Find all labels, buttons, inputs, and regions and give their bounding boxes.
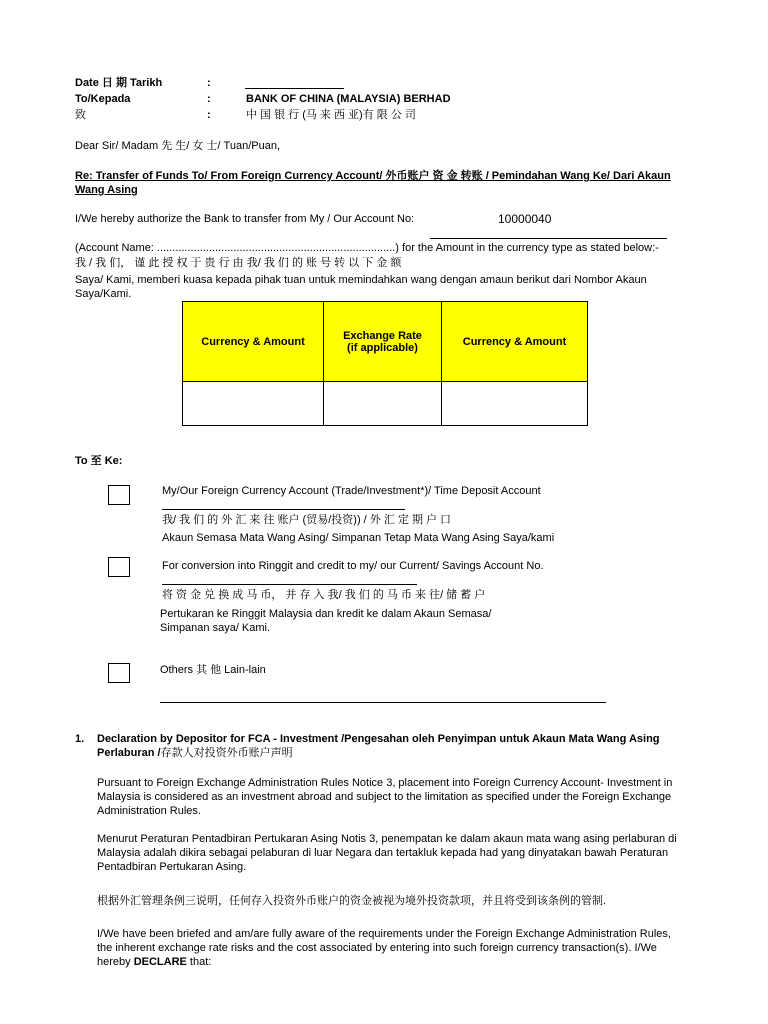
- to-colon: :: [207, 93, 211, 105]
- authorize-ms-line-2: Saya/Kami.: [75, 288, 132, 300]
- option1-en: My/Our Foreign Currency Account (Trade/Investment*)/ Time Deposit Account: [162, 485, 541, 497]
- option2-line: [162, 584, 417, 585]
- declare-post: that:: [186, 956, 212, 968]
- option2-ms-line-2: Simpanan saya/ Kami.: [160, 622, 271, 634]
- option1-line: [162, 509, 405, 510]
- declaration-final-line-3: [97, 955, 211, 969]
- declaration-final-line-2: the inherent exchange rate risks and the cost associated by entering into such foreign currency transaction(s). I/We: [97, 942, 657, 954]
- option2-zh: 将 资 金 兑 换 成 马 币， 并 存 入 我/ 我 们 的 马 币 来 往/ 储 蓄 户: [162, 589, 486, 601]
- declaration-title-line-1: Declaration by Depositor for FCA - Investment /Pengesahan oleh Penyimpan untuk Akaun Mata Wang Asing: [97, 733, 660, 745]
- salutation: Dear Sir/ Madam 先 生/ 女 士/ Tuan/Puan,: [75, 140, 280, 152]
- declaration-para-ms: Menurut Peraturan Pentadbiran Pertukaran Asing Notis 3, penempatan ke dalam akaun mata wang asing perlaburan di Malaysia adalah dikira sebagai pelaburan di luar Negara dan tertakluk kepada had yang dinyatakan bawah Peraturan Pentadbiran Pertukaran Asing.: [97, 833, 677, 873]
- others-field-line[interactable]: [160, 702, 606, 703]
- option2-ms-line-1: Pertukaran ke Ringgit Malaysia dan kredit ke dalam Akaun Semasa/: [160, 608, 492, 620]
- cell-exchange-rate[interactable]: [324, 382, 442, 426]
- option1-checkbox[interactable]: [108, 485, 130, 505]
- option2-checkbox[interactable]: [108, 557, 130, 577]
- bank-name-en: BANK OF CHINA (MALAYSIA) BERHAD: [246, 93, 451, 105]
- date-label: Date 日 期 Tarikh: [75, 77, 163, 89]
- date-field-line[interactable]: [245, 88, 344, 89]
- declaration-title-line-2: [97, 746, 293, 760]
- exchange-rate-label: Exchange Rate: [343, 329, 422, 342]
- cell-currency-amount-1[interactable]: [183, 382, 324, 426]
- declaration-final-line-1: I/We have been briefed and am/are fully aware of the requirements under the Foreign Exchange Administration Rules,: [97, 928, 671, 940]
- declare-pre: hereby: [97, 956, 134, 968]
- col-exchange-rate: [324, 302, 442, 382]
- to-section-label: To 至 Ke:: [75, 455, 123, 467]
- date-colon: :: [207, 77, 211, 89]
- option1-ms: Akaun Semasa Mata Wang Asing/ Simpanan Tetap Mata Wang Asing Saya/kami: [162, 532, 555, 544]
- option2-en: For conversion into Ringgit and credit to my/ our Current/ Savings Account No.: [162, 560, 544, 572]
- option3-checkbox[interactable]: [108, 663, 130, 683]
- to-label: To/Kepada: [75, 93, 131, 105]
- declare-bold: DECLARE: [133, 956, 187, 968]
- col-currency-amount-2: Currency & Amount: [442, 302, 588, 382]
- zhi-label: 致: [75, 109, 86, 121]
- account-number: 10000040: [498, 212, 552, 226]
- declaration-title-zh: 存款人对投资外币账户声明: [160, 747, 293, 759]
- declaration-title-bold: Perlaburan /: [97, 747, 161, 759]
- zhi-colon: :: [207, 109, 211, 121]
- option3-en: Others 其 他 Lain-lain: [160, 664, 266, 676]
- authorize-zh: 我 / 我 们， 谨 此 授 权 于 贵 行 由 我/ 我 们 的 账 号 转 以 下 金 额: [75, 257, 402, 269]
- declaration-number: 1.: [75, 733, 85, 745]
- exchange-rate-note: (if applicable): [347, 341, 418, 354]
- col-currency-amount-1: Currency & Amount: [183, 302, 324, 382]
- currency-table: [182, 301, 588, 426]
- subject-line-2: Wang Asing: [75, 184, 138, 196]
- cell-currency-amount-2[interactable]: [442, 382, 588, 426]
- bank-name-zh: 中 国 银 行 (马 来 西 亚)有 限 公 司: [246, 109, 416, 121]
- declaration-para-zh: 根据外汇管理条例三说明，任何存入投资外币账户的资金被视为境外投资款项，并且将受到该条例的管制.: [97, 895, 607, 907]
- authorize-text: I/We hereby authorize the Bank to transfer from My / Our Account No:: [75, 213, 415, 225]
- option1-zh: 我/ 我 们 的 外 汇 来 往 账户 (贸易/投资)) / 外 汇 定 期 户 口: [162, 514, 452, 526]
- authorize-ms-line-1: Saya/ Kami, memberi kuasa kepada pihak tuan untuk memindahkan wang dengan amaun berikut dari Nombor Akaun: [75, 274, 647, 286]
- account-number-line: [430, 238, 667, 239]
- declaration-para-en: Pursuant to Foreign Exchange Administration Rules Notice 3, placement into Foreign Currency Account- Investment in Malaysia is considered as an investment abroad and subject to the limitation as specified under the Foreign Exchange Administration Rules.: [97, 777, 673, 817]
- account-name-line: (Account Name: ..............................................................................) for the Amount in the currency type as stated below:-: [75, 242, 659, 254]
- subject-line-1: Re: Transfer of Funds To/ From Foreign Currency Account/ 外币账户 资 金 转账 / Pemindahan Wang Ke/ Dari Akaun: [75, 170, 671, 182]
